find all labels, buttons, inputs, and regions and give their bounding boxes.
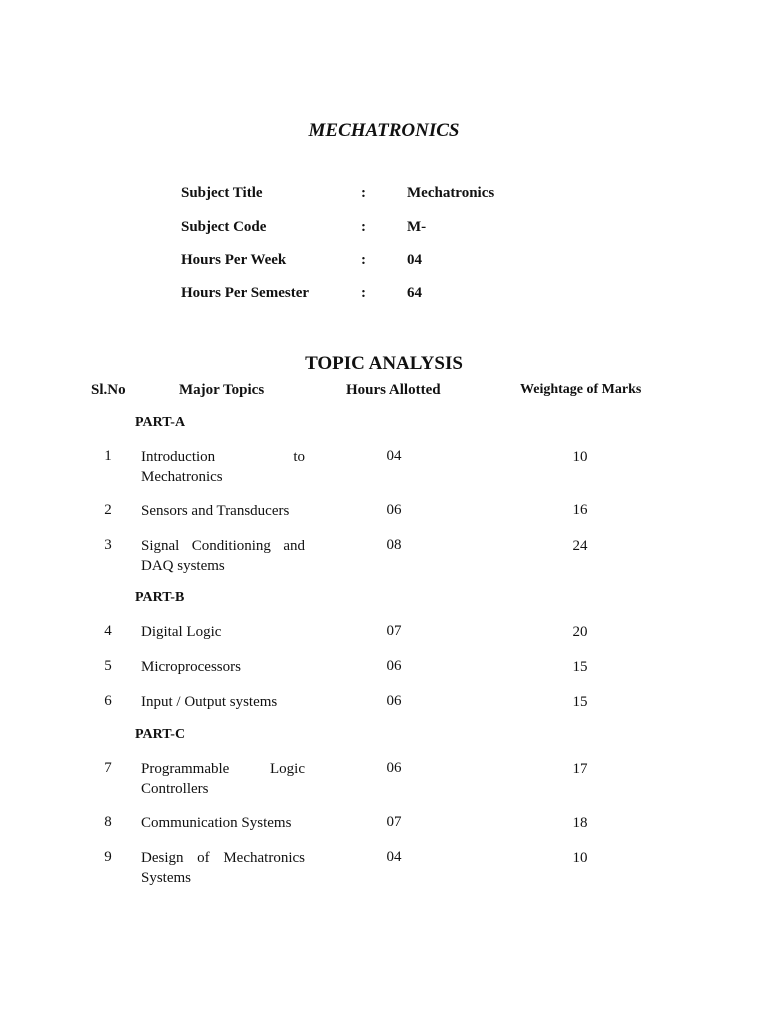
row-number: 8	[104, 814, 112, 830]
row-hours: 06	[386, 760, 402, 776]
hours-per-week-label: Hours Per Week	[181, 252, 287, 268]
row-topic: Sensors and Transducers	[141, 503, 290, 519]
row-hours: 07	[386, 814, 402, 830]
row-marks: 16	[572, 502, 588, 518]
info-separator: :	[361, 185, 366, 201]
info-separator: :	[361, 219, 366, 235]
part-heading: PART-B	[135, 590, 185, 605]
row-marks: 17	[572, 761, 588, 777]
column-header-hours: Hours Allotted	[346, 382, 441, 398]
row-number: 7	[104, 760, 112, 776]
column-header-weightage: Weightage of Marks	[520, 382, 642, 397]
row-hours: 08	[386, 537, 402, 553]
row-topic: Communication Systems	[141, 815, 292, 831]
column-header-topics: Major Topics	[179, 382, 265, 398]
row-hours: 06	[386, 658, 402, 674]
row-number: 5	[104, 658, 112, 674]
row-topic: Programmable Logic Controllers	[141, 761, 305, 797]
row-topic: Introduction to Mechatronics	[141, 449, 305, 485]
row-number: 1	[104, 448, 112, 464]
subject-code-label: Subject Code	[181, 219, 267, 235]
row-marks: 18	[572, 815, 588, 831]
row-topic: Signal Conditioning and DAQ systems	[141, 538, 305, 574]
row-number: 3	[104, 537, 112, 553]
subject-title-label: Subject Title	[181, 185, 263, 201]
row-hours: 07	[386, 623, 402, 639]
part-heading: PART-A	[135, 415, 186, 430]
hours-per-semester-value: 64	[407, 285, 422, 301]
row-marks: 15	[572, 694, 588, 710]
row-topic: Microprocessors	[141, 659, 241, 675]
subject-code-value: M-	[407, 219, 427, 235]
section-title: TOPIC ANALYSIS	[305, 353, 463, 374]
row-hours: 06	[386, 693, 402, 709]
part-heading: PART-C	[135, 727, 186, 742]
hours-per-semester-label: Hours Per Semester	[181, 285, 310, 301]
row-topic: Digital Logic	[141, 624, 222, 640]
row-number: 9	[104, 849, 112, 865]
row-hours: 06	[386, 502, 402, 518]
row-marks: 10	[572, 449, 588, 465]
row-hours: 04	[386, 849, 402, 865]
row-topic: Input / Output systems	[141, 694, 278, 710]
hours-per-week-value: 04	[407, 252, 422, 268]
row-marks: 24	[572, 538, 588, 554]
row-number: 4	[104, 623, 112, 639]
row-marks: 20	[572, 624, 588, 640]
row-hours: 04	[386, 448, 402, 464]
row-topic: Design of Mechatronics Systems	[141, 850, 305, 886]
row-marks: 15	[572, 659, 588, 675]
subject-title-value: Mechatronics	[407, 185, 495, 201]
row-number: 6	[104, 693, 112, 709]
info-separator: :	[361, 252, 366, 268]
info-separator: :	[361, 285, 366, 301]
document-title: MECHATRONICS	[308, 120, 460, 141]
column-header-slno: Sl.No	[91, 382, 126, 398]
row-number: 2	[104, 502, 112, 518]
row-marks: 10	[572, 850, 588, 866]
